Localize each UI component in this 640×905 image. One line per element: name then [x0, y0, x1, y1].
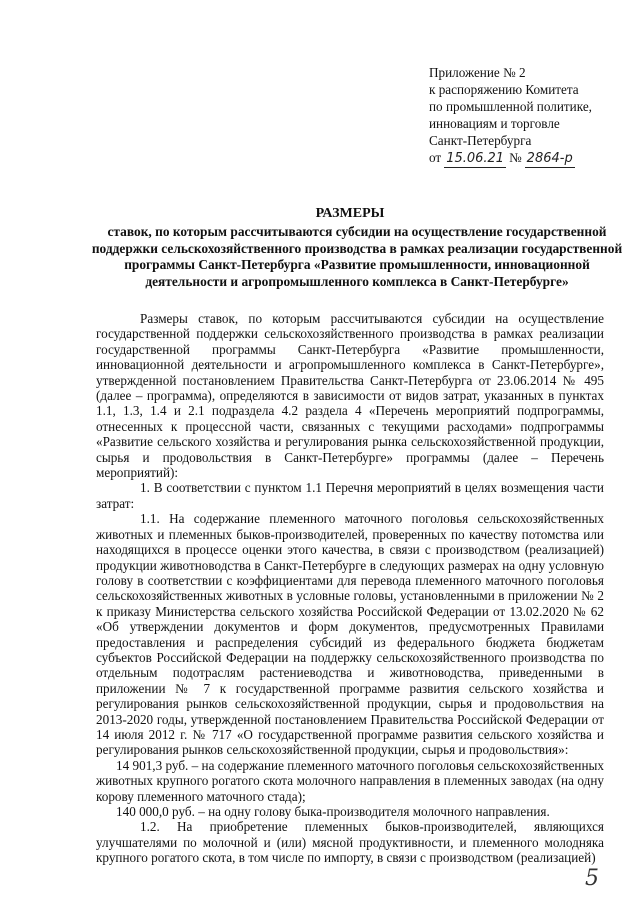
paragraph: 14 901,3 руб. – на содержание племенного маточного поголовья сельскохозяйственных животных крупного рогатого скота молочного направления в племенных заводах (на одну корову племенного маточного стада);: [96, 757, 604, 804]
appendix-line: Санкт-Петербурга: [429, 133, 532, 148]
appendix-line: инновациям и торговле: [429, 116, 560, 131]
appendix-line: к распоряжению Комитета: [429, 82, 579, 97]
document-subtitle: ставок, по которым рассчитываются субсидии на осуществление государственной поддержки сельскохозяйственного производства в рамках реализации государственной программы Санкт-Петербурга «Развитие промышленности, инновационной деятельности и агропромышленного комплекса в Санкт-Петербурге»: [91, 224, 623, 289]
paragraph: Размеры ставок, по которым рассчитываются субсидии на осуществление государственной поддержки сельскохозяйственного производства в рамках реализации государственной программы Санкт-Петербурга «Развитие промышленности, инновационной деятельности и агропромышленного комплекса в Санкт-Петербурге», утвержденной постановлением Правительства Санкт-Петербурга от 23.06.2014 № 495 (далее – программа), определяются в зависимости от видов затрат, указанных в пунктах 1.1, 1.3, 1.4 и 2.1 подраздела 4.2 раздела 4 «Перечень мероприятий подпрограммы, отнесенных к процессной части, связанных с текущими расходами» подпрограммы «Развитие сельского хозяйства и регулирования рынка сельскохозяйственной продукции, сырья и продовольствия в Санкт-Петербурге» программы (далее – Перечень мероприятий):: [96, 311, 604, 481]
number-prefix: №: [509, 150, 522, 165]
page-number: 5: [585, 866, 599, 891]
appendix-date-number: [429, 149, 619, 168]
handwritten-date: 15.06.21: [446, 151, 505, 166]
paragraph: 1.2. На приобретение племенных быков-производителей, являющихся улучшателями по молочной и (или) мясной продуктивности, и племенного молодняка крупного рогатого скота, в том числе по импорту, в связи с производством (реализацией): [96, 819, 604, 866]
handwritten-number: 2864-р: [526, 151, 573, 166]
paragraph: 140 000,0 руб. – на одну голову быка-производителя молочного направления.: [116, 804, 550, 819]
date-prefix: от: [429, 150, 442, 165]
paragraph: 1. В соответствии с пунктом 1.1 Перечня мероприятий в целях возмещения части затрат:: [96, 480, 604, 511]
appendix-header: [429, 64, 619, 168]
paragraph: 1.1. На содержание племенного маточного поголовья сельскохозяйственных животных и племенных быков-производителей, проверенных по качеству потомства или находящихся в процессе оценки этого качества, в связи с производством (реализацией) продукции животноводства в Санкт-Петербурге в следующих размерах на одну условную голову в соответствии с коэффициентами для перевода племенного маточного поголовья сельскохозяйственных животных в условные головы, установленными в приложении № 2 к приказу Министерства сельского хозяйства Российской Федерации от 13.02.2020 № 62 «Об утверждении документов и форм документов, предусмотренных Правилами предоставления и распределения субсидий из федерального бюджета бюджетам субъектов Российской Федерации на поддержку сельскохозяйственного производства по отдельным подотраслям растениеводства и животноводства, приведенными в приложении № 7 к государственной программе развития сельского хозяйства и регулирования рынков сельскохозяйственной продукции, сырья и продовольствия на 2013-2020 годы, утвержденной постановлением Правительства Российской Федерации от 14 июля 2012 г. № 717 «О государственной программе развития сельского хозяйства и регулирования рынков сельскохозяйственной продукции, сырья и продовольствия»:: [96, 511, 604, 758]
document-title: РАЗМЕРЫ: [315, 206, 385, 221]
document-body: [96, 311, 604, 866]
appendix-line: Приложение № 2: [429, 65, 526, 80]
appendix-line: по промышленной политике,: [429, 99, 592, 114]
